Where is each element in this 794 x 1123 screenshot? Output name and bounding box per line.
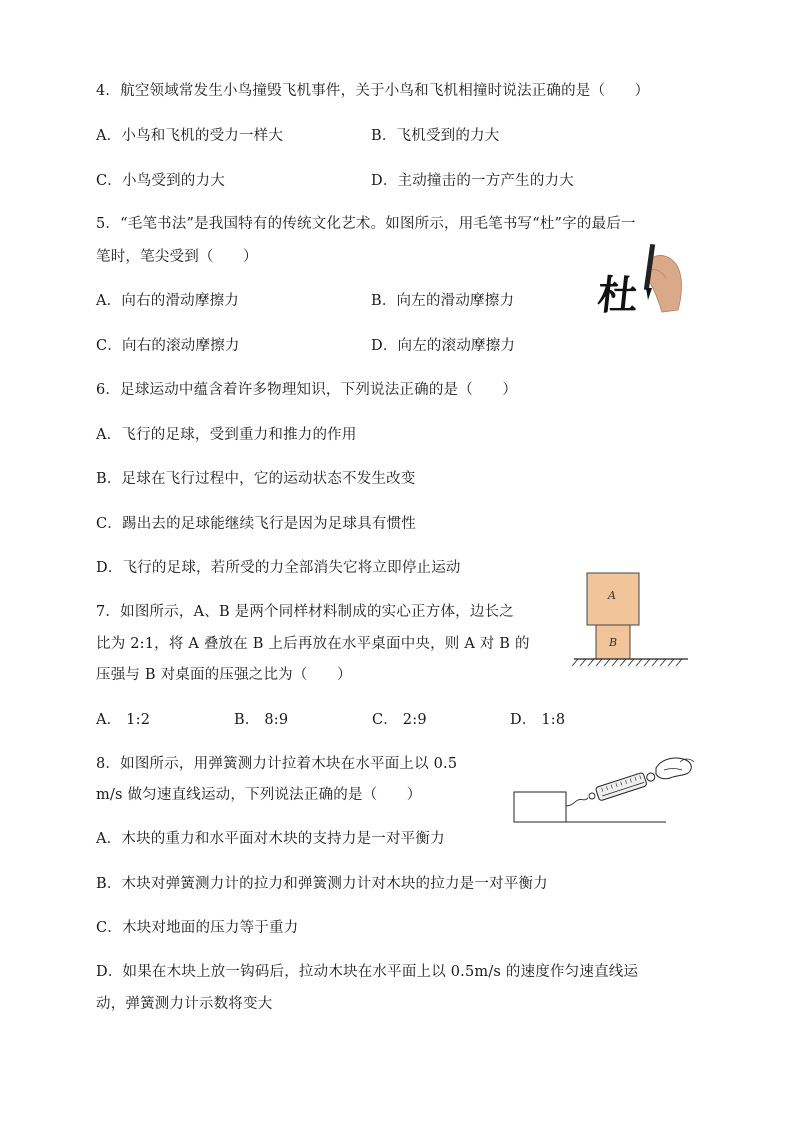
q4-option-c: C．小鸟受到的力大 <box>96 173 225 189</box>
q4-stem: 4．航空领域常发生小鸟撞毁飞机事件，关于小鸟和飞机相撞时说法正确的是（ ） <box>96 83 650 99</box>
q6-option-d: D．飞行的足球，若所受的力全部消失它将立即停止运动 <box>96 560 461 576</box>
q7-stem-line3: 压强与 B 对桌面的压强之比为（ ） <box>96 667 352 683</box>
q7-option-c: C． 2:9 <box>372 712 427 728</box>
q5-option-b: B．向左的滑动摩擦力 <box>371 293 515 309</box>
q6-stem: 6．足球运动中蕴含着许多物理知识，下列说法正确的是（ ） <box>96 382 518 398</box>
q5-option-d: D．向左的滚动摩擦力 <box>371 338 516 354</box>
q7-stem-line2: 比为 2:1，将 A 叠放在 B 上后再放在水平桌面中央，则 A 对 B 的 <box>96 636 530 652</box>
q8-option-d-line1: D．如果在木块上放一钩码后，拉动木块在水平面上以 0.5m/s 的速度作匀速直线运 <box>96 964 639 980</box>
q5-option-a: A．向右的滑动摩擦力 <box>96 293 239 309</box>
stacked-blocks-figure <box>572 572 692 672</box>
q8-option-b: B．木块对弹簧测力计的拉力和弹簧测力计对木块的拉力是一对平衡力 <box>96 876 548 892</box>
q5-stem-line1: 5．“毛笔书法”是我国特有的传统文化艺术。如图所示，用毛笔书写“杜”字的最后一 <box>96 216 636 232</box>
q4-option-d: D．主动撞击的一方产生的力大 <box>371 173 574 189</box>
q7-stem-line1: 7．如图所示，A、B 是两个同样材料制成的实心正方体，边长之 <box>96 604 514 620</box>
calligraphy-figure <box>596 242 686 318</box>
q6-option-b: B．足球在飞行过程中，它的运动状态不发生改变 <box>96 471 416 487</box>
q7-option-b: B． 8:9 <box>234 712 289 728</box>
q7-option-d: D． 1:8 <box>510 712 566 728</box>
q6-option-c: C．踢出去的足球能继续飞行是因为足球具有惯性 <box>96 516 416 532</box>
q6-option-a: A．飞行的足球，受到重力和推力的作用 <box>96 427 357 443</box>
q5-option-c: C．向右的滚动摩擦力 <box>96 338 240 354</box>
q8-stem-line1: 8．如图所示，用弹簧测力计拉着木块在水平面上以 0.5 <box>96 756 458 772</box>
q5-stem-line2: 笔时，笔尖受到（ ） <box>96 249 258 265</box>
wood-block <box>514 792 566 822</box>
q7-option-a: A． 1:2 <box>96 712 151 728</box>
calligraphy-character: 杜 <box>595 272 641 319</box>
q8-stem-line2: m/s 做匀速直线运动，下列说法正确的是（ ） <box>96 787 422 803</box>
q8-option-d-line2: 动，弹簧测力计示数将变大 <box>96 996 273 1012</box>
block-b-label: B <box>609 636 618 649</box>
spring-scale-body <box>595 772 647 801</box>
q4-option-b: B．飞机受到的力大 <box>371 128 500 144</box>
spring-scale-figure <box>510 748 696 826</box>
block-a-label: A <box>608 589 616 602</box>
q8-option-c: C．木块对地面的压力等于重力 <box>96 920 299 936</box>
q4-option-a: A．小鸟和飞机的受力一样大 <box>96 128 284 144</box>
q8-option-a: A．木块的重力和水平面对木块的支持力是一对平衡力 <box>96 831 445 847</box>
